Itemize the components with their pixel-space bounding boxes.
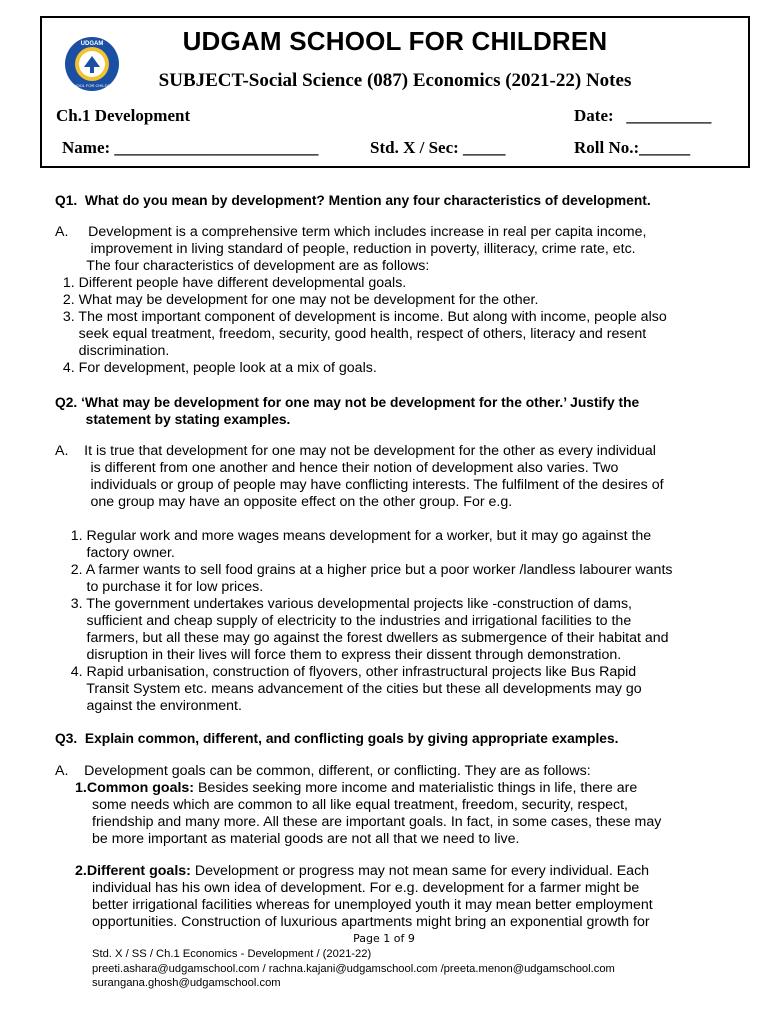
answer-line: The four characteristics of development are as follows: [55,258,430,274]
answer-line: 2. A farmer wants to sell food grains at a higher price but a poor worker /landless labourer wants [55,562,673,578]
answer-line: is different from one another and hence their notion of development also varies. Two [55,460,619,476]
roll-no-field: Roll No.:______ [574,138,691,157]
svg-text:UDGAM: UDGAM [80,41,104,47]
subject-title: SUBJECT-Social Science (087) Economics (2021-22) Notes [158,70,632,91]
answer-line: individual has his own idea of development. For e.g. development for a farmer might be [92,880,640,896]
answer-line: one group may have an opposite effect on the other group. For e.g. [55,494,513,510]
answer-line: some needs which are common to all like equal treatment, freedom, security, respect, [92,797,628,813]
answer-line: 4. For development, people look at a mix of goals. [55,360,377,376]
different-goals-heading: 2.Different goals: [75,863,191,879]
common-goals-para: 1.Common goals: Besides seeking more income and materialistic things in life, there are [75,780,638,796]
footer-emails-2: surangana.ghosh@udgamschool.com [92,977,281,989]
answer-line: 4. Rapid urbanisation, construction of flyovers, other infrastructural projects like Bus Rapid [55,664,637,680]
answer-line: improvement in living standard of people, reduction in poverty, illiteracy, crime rate, etc. [55,241,636,257]
answer-line: against the environment. [55,698,242,714]
name-field: Name: ________________________ [62,138,319,157]
answer-line: friendship and many more. All these are important goals. In fact, in some cases, these may [92,814,662,830]
answer-intro: A. Development goals can be common, different, or conflicting. They are as follows: [55,763,591,779]
answer-line: opportunities. Construction of luxurious apartments might bring an exponential growth for [92,914,650,930]
footer-course: Std. X / SS / Ch.1 Economics - Development / (2021-22) [92,948,372,960]
answer-line: be more important as material goods are not all that we need to live. [92,831,520,847]
date-field: Date: __________ [574,106,712,125]
question-1: Q1. What do you mean by development? Mention any four characteristics of development. [55,193,651,208]
different-goals-para: 2.Different goals: Development or progress may not mean same for every individual. Each [75,863,650,879]
answer-line: disruption in their lives will force them to express their dissent through demonstration. [55,647,622,663]
chapter-label: Ch.1 Development [56,106,191,125]
answer-line: individuals or group of people may have conflicting interests. The fulfilment of the desires of [55,477,664,493]
question-2-cont: statement by stating examples. [55,412,291,427]
answer-line: to purchase it for low prices. [55,579,264,595]
answer-line: farmers, but all these may go against the forest dwellers as submergence of their habitat and [55,630,669,646]
answer-line: 2. What may be development for one may not be development for the other. [55,292,539,308]
header-box [40,16,750,168]
svg-text:SCHOOL FOR CHILDREN: SCHOOL FOR CHILDREN [68,83,116,88]
answer-line: 1. Different people have different developmental goals. [55,275,407,291]
answer-line: factory owner. [55,545,175,561]
answer-line: discrimination. [55,343,170,359]
question-2: Q2. ‘What may be development for one may not be development for the other.’ Justify the [55,395,640,410]
answer-line: better irrigational facilities whereas for unemployed youth it may mean better employment [92,897,653,913]
answer-line: Transit System etc. means advancement of the cities but these all developments may go [55,681,642,697]
std-sec-field: Std. X / Sec: _____ [370,138,506,157]
page-number: Page 1 of 9 [353,932,415,945]
answer-line: 1. Regular work and more wages means development for a worker, but it may go against the [55,528,652,544]
answer-line: A. It is true that development for one may not be development for the other as every individual [55,443,656,459]
answer-line: 3. The government undertakes various developmental projects like -construction of dams, [55,596,632,612]
common-goals-heading: 1.Common goals: [75,780,195,796]
answer-line: 3. The most important component of development is income. But along with income, people also [55,309,667,325]
answer-line: A. Development is a comprehensive term which includes increase in real per capita income, [55,224,647,240]
school-name: UDGAM SCHOOL FOR CHILDREN [182,26,608,56]
answer-line: sufficient and cheap supply of electricity to the industries and irrigational facilities to the [55,613,632,629]
question-3: Q3. Explain common, different, and conflicting goals by giving appropriate examples. [55,731,619,746]
footer-emails: preeti.ashara@udgamschool.com / rachna.kajani@udgamschool.com /preeta.menon@udgamschool.com [92,963,615,975]
answer-line: seek equal treatment, freedom, security, good health, respect of others, literacy and resent [55,326,647,342]
